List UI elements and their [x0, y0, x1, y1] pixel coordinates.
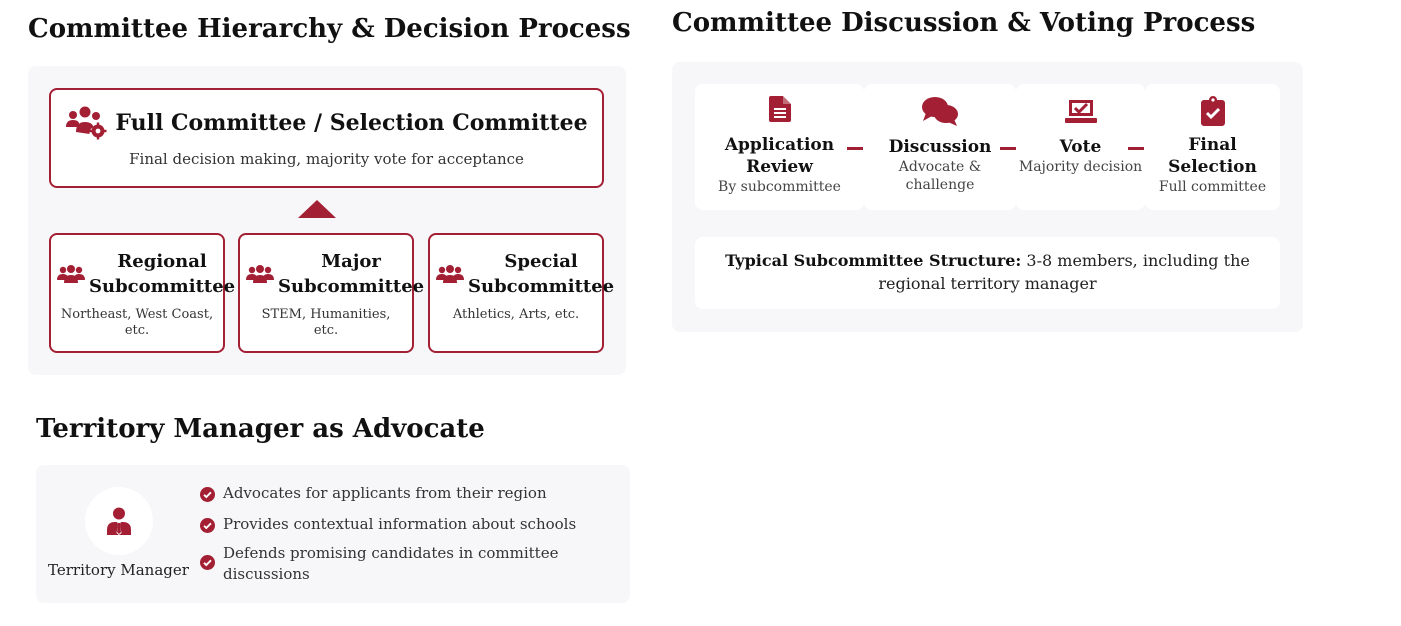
full-committee-description: Final decision making, majority vote for acceptance [129, 150, 524, 168]
step-name: Final Selection [1168, 135, 1257, 177]
step-application-review [695, 84, 864, 210]
clipboard-check-icon [1201, 96, 1225, 126]
step-sub: Advocate & challenge [898, 159, 982, 193]
territory-panel [36, 465, 630, 603]
step-sub: Majority decision [1018, 159, 1143, 175]
regional-subcommittee-box [49, 233, 236, 353]
major-subcommittee-box [238, 233, 425, 353]
step-sub: Full committee [1158, 179, 1267, 195]
sub-description: Athletics, Arts, etc. [452, 307, 580, 322]
advocate-item-text: Defends promising candidates in committee discussions [223, 544, 559, 583]
step-final-selection [1145, 84, 1280, 210]
hierarchy-title: Committee Hierarchy & Decision Process [28, 14, 631, 44]
sub-description: Northeast, West Coast, etc. [60, 307, 214, 338]
connector-dash [1000, 147, 1016, 150]
sub-title: Major Subcommittee [278, 251, 425, 297]
user-tie-icon [107, 507, 131, 535]
step-name: Vote [1059, 137, 1102, 157]
sub-title: Regional Subcommittee [89, 251, 236, 297]
comments-icon [922, 96, 958, 126]
step-vote [1016, 84, 1145, 210]
structure-note-text: 3-8 members, including the regional territory manager [878, 251, 1250, 293]
users-gear-icon [65, 106, 107, 140]
sub-title: Special Subcommittee [468, 251, 615, 297]
hierarchy-panel [28, 66, 626, 375]
step-sub: By subcommittee [718, 179, 841, 195]
list-item [200, 483, 600, 504]
sub-description: STEM, Humanities, etc. [261, 307, 391, 338]
full-committee-title: Full Committee / Selection Committee [115, 110, 588, 136]
check-circle-icon [200, 487, 215, 502]
file-icon [769, 96, 791, 122]
users-icon [246, 264, 274, 286]
vote-box-icon [1065, 96, 1097, 124]
list-item [200, 543, 560, 585]
voting-title: Committee Discussion & Voting Process [672, 8, 1256, 38]
connector-dash [1128, 147, 1144, 150]
special-subcommittee-box [428, 233, 615, 353]
step-discussion [864, 84, 1016, 210]
step-name: Discussion [888, 137, 992, 157]
advocate-item-text: Advocates for applicants from their region [223, 484, 547, 502]
structure-note [695, 237, 1280, 309]
territory-title: Territory Manager as Advocate [36, 414, 485, 444]
arrow-up-icon [298, 200, 336, 218]
check-circle-icon [200, 555, 215, 570]
territory-manager-label: Territory Manager [48, 561, 189, 579]
full-committee-box [49, 88, 604, 188]
users-icon [57, 264, 85, 286]
check-circle-icon [200, 518, 215, 533]
structure-note-label: Typical Subcommittee Structure: [725, 251, 1022, 270]
list-item [200, 514, 600, 535]
step-name: Application Review [724, 135, 835, 177]
advocate-item-text: Provides contextual information about schools [223, 515, 577, 533]
voting-panel [672, 62, 1303, 332]
connector-dash [847, 147, 863, 150]
avatar [85, 487, 153, 555]
users-icon [436, 264, 464, 286]
